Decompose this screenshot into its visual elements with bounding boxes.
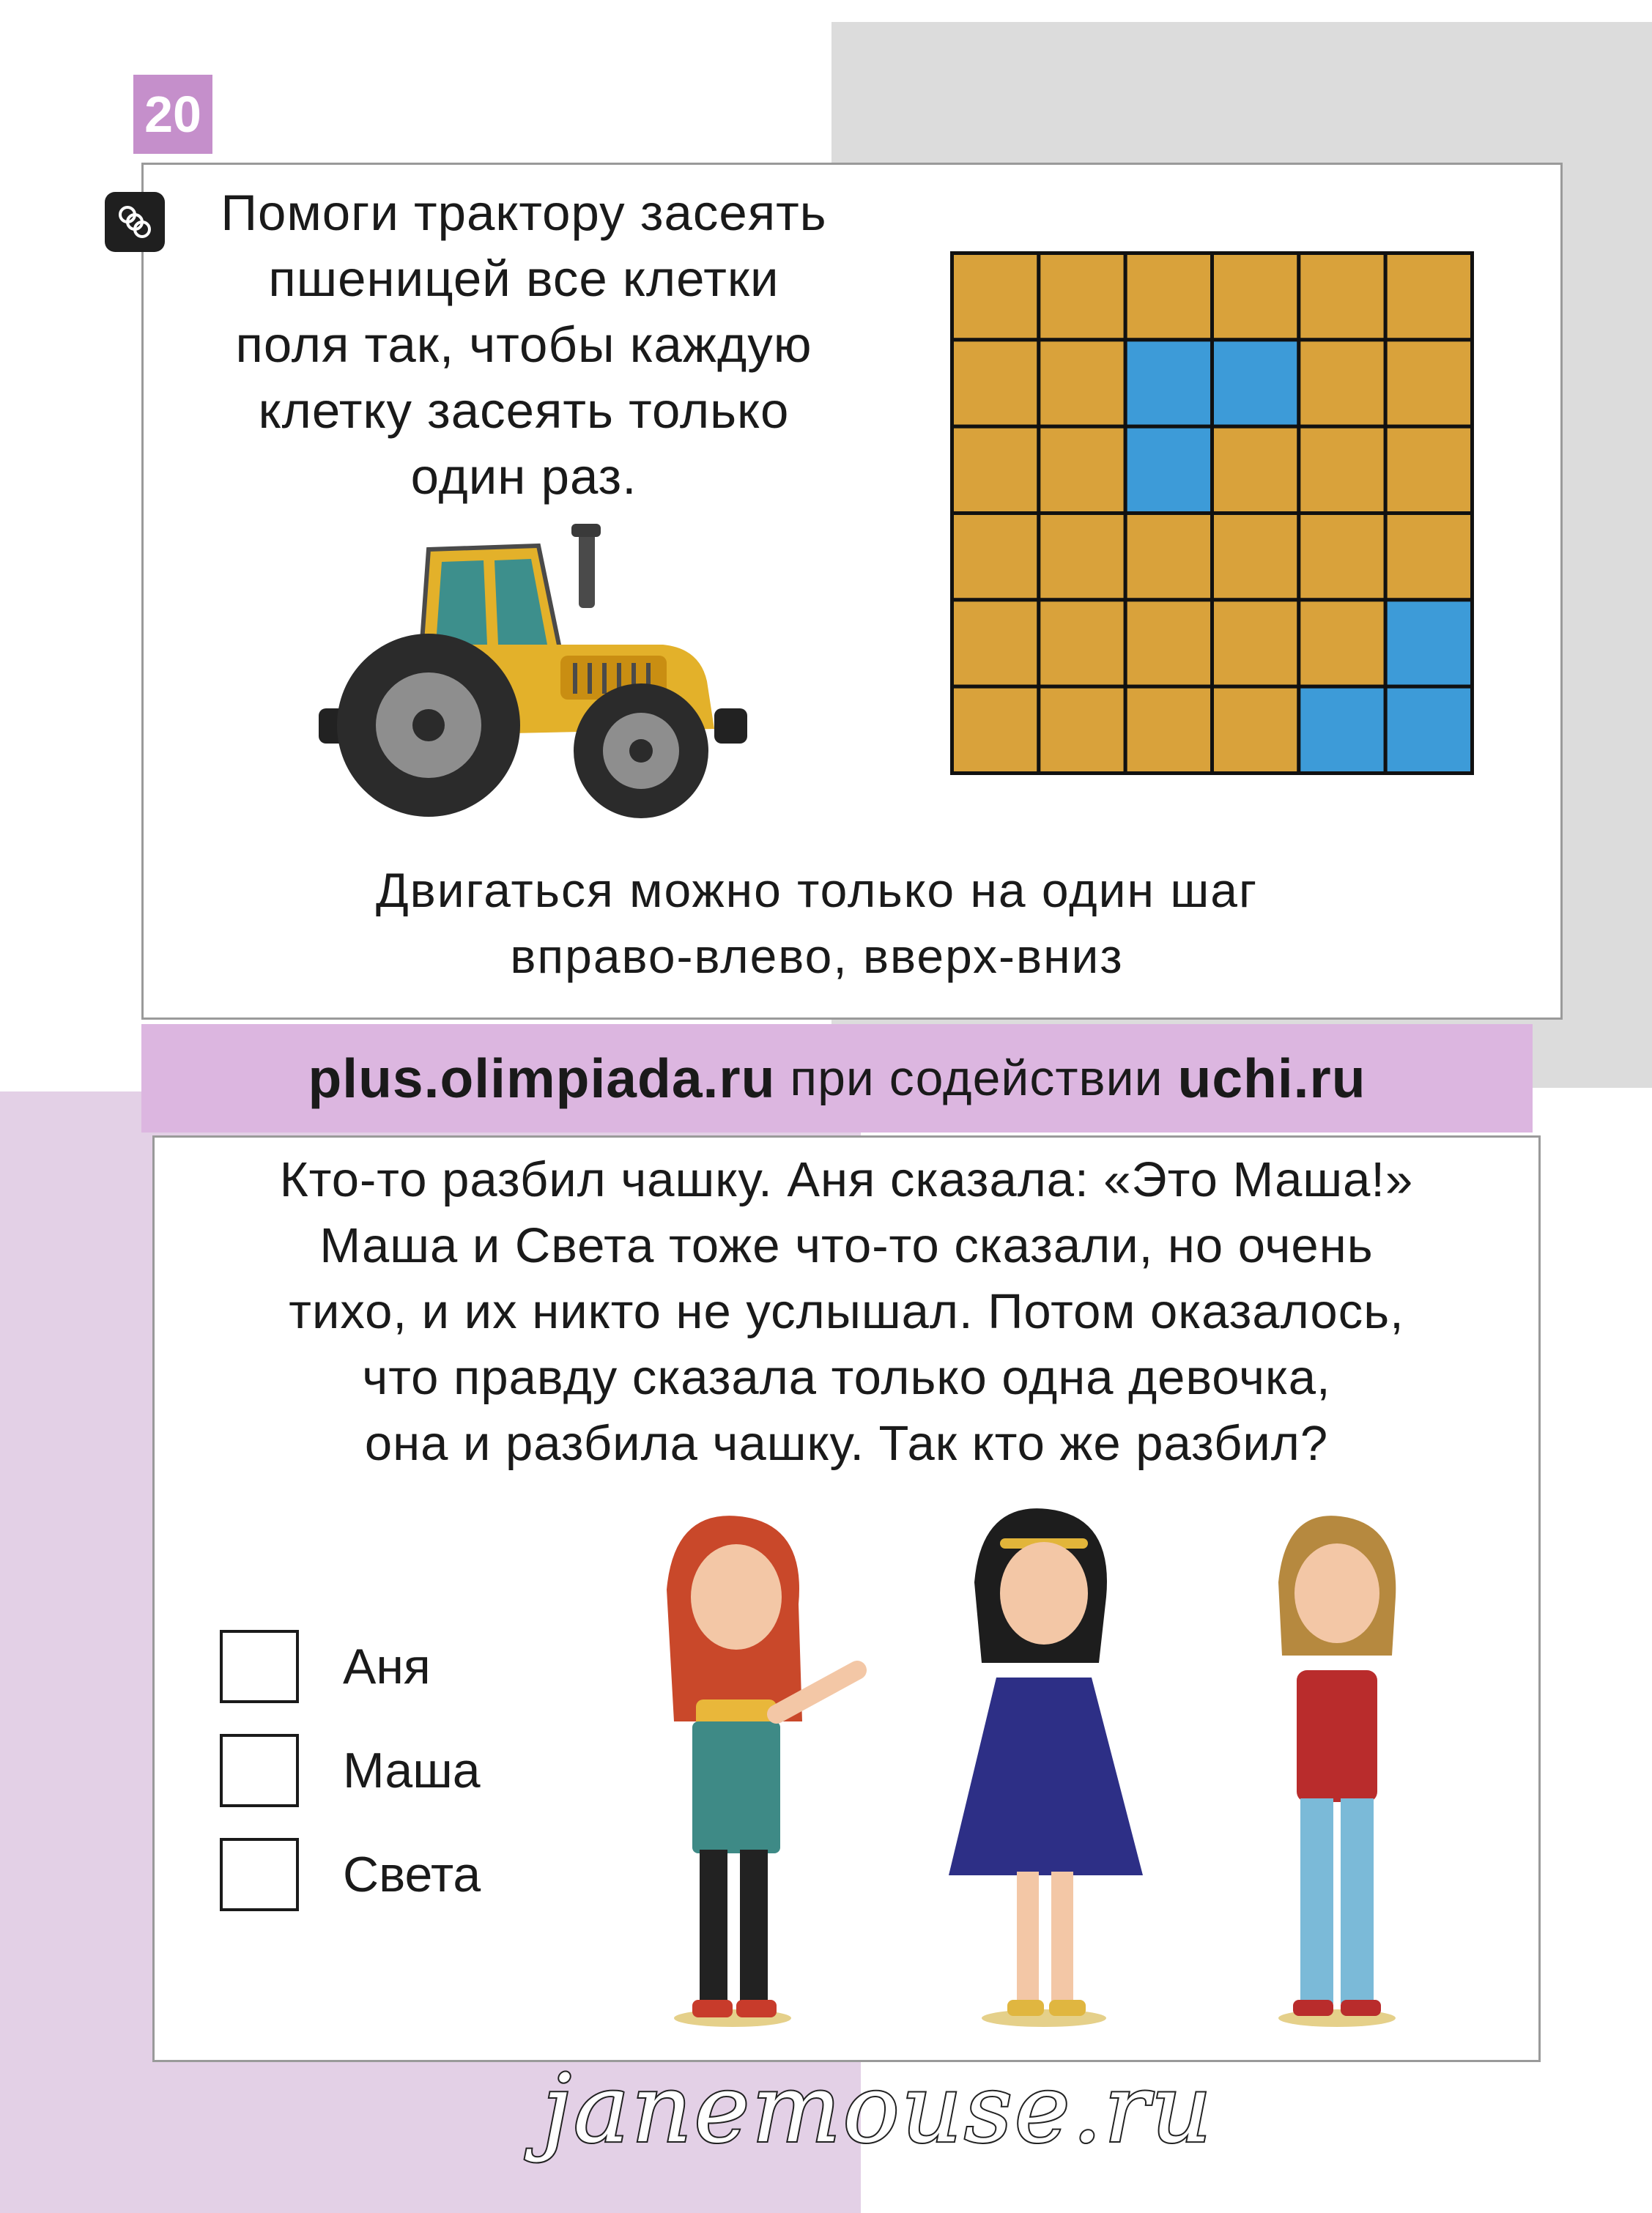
girls-illustration (615, 1502, 1443, 2029)
grid-cell[interactable] (1125, 686, 1212, 773)
grid-cell[interactable] (1125, 514, 1212, 600)
option-label: Света (343, 1847, 481, 1902)
option-masha[interactable] (220, 1734, 630, 1807)
grid-cell[interactable] (1212, 686, 1299, 773)
task1-line: один раз. (410, 448, 637, 505)
girl-pointing (667, 1516, 857, 2027)
grid-cell[interactable] (1039, 253, 1125, 340)
grid-cell[interactable] (1212, 253, 1299, 340)
task2-question (152, 1147, 1541, 1477)
grid-cell-blocked[interactable] (1125, 426, 1212, 513)
banner-middle-text: при содействии (775, 1050, 1178, 1106)
grid-cell[interactable] (1039, 600, 1125, 686)
watermark: janemouse.ru (542, 2055, 1214, 2164)
grid-cell[interactable] (1039, 340, 1125, 426)
grid-cell-blocked[interactable] (1385, 600, 1472, 686)
option-label: Аня (343, 1639, 431, 1694)
grid-cell[interactable] (1299, 340, 1385, 426)
movement-rule (249, 857, 1385, 989)
grid-cell[interactable] (952, 426, 1039, 513)
task2-line: она и разбила чашку. Так кто же разбил? (364, 1416, 1329, 1471)
grid-cell[interactable] (1299, 253, 1385, 340)
grid-cell[interactable] (1039, 686, 1125, 773)
grid-cell-blocked[interactable] (1125, 340, 1212, 426)
sponsor-banner (141, 1024, 1533, 1133)
page-number: 20 (133, 75, 212, 154)
answer-options (220, 1630, 630, 1942)
grid-cell[interactable] (1212, 426, 1299, 513)
grid-cell[interactable] (1125, 600, 1212, 686)
option-label: Маша (343, 1743, 481, 1798)
grid-cell-blocked[interactable] (1385, 686, 1472, 773)
grid-cell-blocked[interactable] (1212, 340, 1299, 426)
movement-line: вправо-влево, вверх-вниз (510, 929, 1124, 983)
grid-cell[interactable] (952, 686, 1039, 773)
grid-cell[interactable] (1039, 514, 1125, 600)
task1-instructions (172, 180, 875, 510)
grid-cell[interactable] (1212, 514, 1299, 600)
grid-cell[interactable] (952, 340, 1039, 426)
movement-line: Двигаться можно только на один шаг (375, 863, 1259, 917)
task1-line: Помоги трактору засеять (221, 185, 827, 241)
partner-name: uchi.ru (1177, 1048, 1366, 1109)
grid-cell[interactable] (1385, 426, 1472, 513)
grid-cell[interactable] (1299, 600, 1385, 686)
checkbox[interactable] (220, 1630, 299, 1703)
grid-cell[interactable] (1212, 600, 1299, 686)
task1-line: клетку засеять только (258, 382, 790, 439)
checkbox[interactable] (220, 1838, 299, 1911)
site-name: plus.olimpiada.ru (308, 1048, 776, 1109)
grid-cell[interactable] (1385, 253, 1472, 340)
option-anya[interactable] (220, 1630, 630, 1703)
task2-line: Кто-то разбил чашку. Аня сказала: «Это Маша!» (279, 1152, 1414, 1207)
grid-cell[interactable] (1039, 426, 1125, 513)
tractor-illustration (319, 524, 751, 820)
task2-line: тихо, и их никто не услышал. Потом оказалось, (289, 1284, 1404, 1339)
checkbox[interactable] (220, 1734, 299, 1807)
grid-cell[interactable] (1299, 426, 1385, 513)
field-grid[interactable] (950, 251, 1474, 775)
task2-line: Маша и Света тоже что-то сказали, но очень (319, 1218, 1374, 1273)
grid-cell[interactable] (1385, 340, 1472, 426)
grid-cell[interactable] (1125, 253, 1212, 340)
grid-cell[interactable] (1385, 514, 1472, 600)
task2-line: что правду сказала только одна девочка, (362, 1350, 1331, 1405)
linked-rings-icon (105, 192, 165, 252)
grid-cell-blocked[interactable] (1299, 686, 1385, 773)
girl-surprised (949, 1508, 1143, 2027)
option-sveta[interactable] (220, 1838, 630, 1911)
grid-cell[interactable] (952, 253, 1039, 340)
grid-cell[interactable] (1299, 514, 1385, 600)
grid-cell[interactable] (952, 600, 1039, 686)
grid-cell[interactable] (952, 514, 1039, 600)
task1-line: пшеницей все клетки (268, 251, 779, 307)
task1-line: поля так, чтобы каждую (235, 316, 812, 373)
girl-scared (1278, 1516, 1396, 2027)
